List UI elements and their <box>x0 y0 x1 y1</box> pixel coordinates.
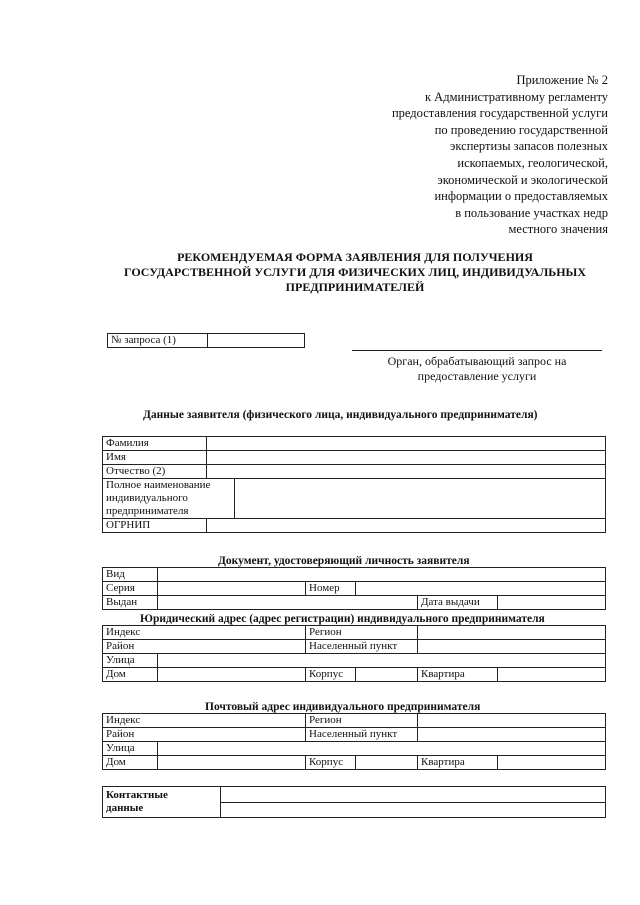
postal-region-label: Регион <box>306 714 418 728</box>
legal-locality-label: Населенный пункт <box>306 640 418 654</box>
appendix-line: в пользование участках недр <box>455 205 608 220</box>
postal-address-section-title: Почтовый адрес индивидуального предпринимателя <box>205 701 481 713</box>
request-number-label: № запроса (1) <box>108 334 208 348</box>
postal-locality-field[interactable] <box>418 728 606 742</box>
postal-building-field[interactable] <box>356 756 418 770</box>
legal-index-label: Индекс <box>103 626 306 640</box>
appendix-line: экономической и экологической <box>437 172 608 187</box>
name-label: Имя <box>103 451 207 465</box>
postal-district-label: Район <box>103 728 306 742</box>
legal-building-label: Корпус <box>306 668 356 682</box>
full-name-label: Полное наименование индивидуального предпринимателя <box>103 479 235 519</box>
organ-field[interactable] <box>352 350 602 351</box>
postal-apartment-field[interactable] <box>498 756 606 770</box>
contacts-field-1[interactable] <box>221 787 606 803</box>
legal-address-table <box>102 625 606 682</box>
appendix-line: ископаемых, геологической, <box>457 155 608 170</box>
postal-locality-label: Населенный пункт <box>306 728 418 742</box>
surname-field[interactable] <box>207 437 606 451</box>
postal-address-table <box>102 713 606 770</box>
legal-apartment-field[interactable] <box>498 668 606 682</box>
legal-apartment-label: Квартира <box>418 668 498 682</box>
postal-street-label: Улица <box>103 742 158 756</box>
appendix-line: к Административному регламенту <box>424 89 608 104</box>
applicant-section-title: Данные заявителя (физического лица, индивидуального предпринимателя) <box>143 409 538 421</box>
ogrnip-label: ОГРНИП <box>103 519 207 533</box>
issue-date-label: Дата выдачи <box>418 596 498 610</box>
number-field[interactable] <box>356 582 606 596</box>
ogrnip-field[interactable] <box>207 519 606 533</box>
name-field[interactable] <box>207 451 606 465</box>
patronymic-field[interactable] <box>207 465 606 479</box>
legal-street-field[interactable] <box>158 654 606 668</box>
series-label: Серия <box>103 582 158 596</box>
number-label: Номер <box>306 582 356 596</box>
appendix-line: информации о предоставляемых <box>434 189 608 204</box>
legal-house-label: Дом <box>103 668 158 682</box>
appendix-line: Приложение № 2 <box>516 73 608 87</box>
identity-section-title: Документ, удостоверяющий личность заявителя <box>218 555 470 567</box>
applicant-table <box>102 436 606 533</box>
legal-region-label: Регион <box>306 626 418 640</box>
postal-region-field[interactable] <box>418 714 606 728</box>
postal-building-label: Корпус <box>306 756 356 770</box>
legal-street-label: Улица <box>103 654 158 668</box>
form-title: РЕКОМЕНДУЕМАЯ ФОРМА ЗАЯВЛЕНИЯ ДЛЯ ПОЛУЧЕНИЯ ГОСУДАРСТВЕННОЙ УСЛУГИ ДЛЯ ФИЗИЧЕСКИХ ЛИЦ, ИНДИВИДУАЛЬНЫХ ПРЕДПРИНИМАТЕЛЕЙ <box>123 250 587 294</box>
legal-house-field[interactable] <box>158 668 306 682</box>
legal-address-section-title: Юридический адрес (адрес регистрации) индивидуального предпринимателя <box>140 613 545 625</box>
full-name-field[interactable] <box>235 479 606 519</box>
postal-house-label: Дом <box>103 756 158 770</box>
postal-street-field[interactable] <box>158 742 606 756</box>
document-type-field[interactable] <box>158 568 606 582</box>
patronymic-label: Отчество (2) <box>103 465 207 479</box>
identity-table <box>102 567 606 610</box>
request-number-table <box>107 333 305 348</box>
appendix-line: по проведению государственной <box>434 122 608 137</box>
appendix-header <box>330 72 608 238</box>
contacts-table <box>102 786 606 818</box>
postal-apartment-label: Квартира <box>418 756 498 770</box>
postal-house-field[interactable] <box>158 756 306 770</box>
issued-by-field[interactable] <box>158 596 418 610</box>
series-field[interactable] <box>158 582 306 596</box>
legal-building-field[interactable] <box>356 668 418 682</box>
legal-district-label: Район <box>103 640 306 654</box>
appendix-line: экспертизы запасов полезных <box>450 139 608 154</box>
contacts-field-2[interactable] <box>221 802 606 818</box>
request-number-field[interactable] <box>208 334 305 348</box>
issued-by-label: Выдан <box>103 596 158 610</box>
appendix-line: предоставления государственной услуги <box>391 106 608 121</box>
legal-region-field[interactable] <box>418 626 606 640</box>
issue-date-field[interactable] <box>498 596 606 610</box>
contacts-label: Контактные данные <box>103 787 221 818</box>
surname-label: Фамилия <box>103 437 207 451</box>
postal-index-label: Индекс <box>103 714 306 728</box>
legal-locality-field[interactable] <box>418 640 606 654</box>
appendix-line: местного значения <box>508 222 608 237</box>
organ-caption: Орган, обрабатывающий запрос на предоставление услуги <box>387 354 567 383</box>
document-type-label: Вид <box>103 568 158 582</box>
